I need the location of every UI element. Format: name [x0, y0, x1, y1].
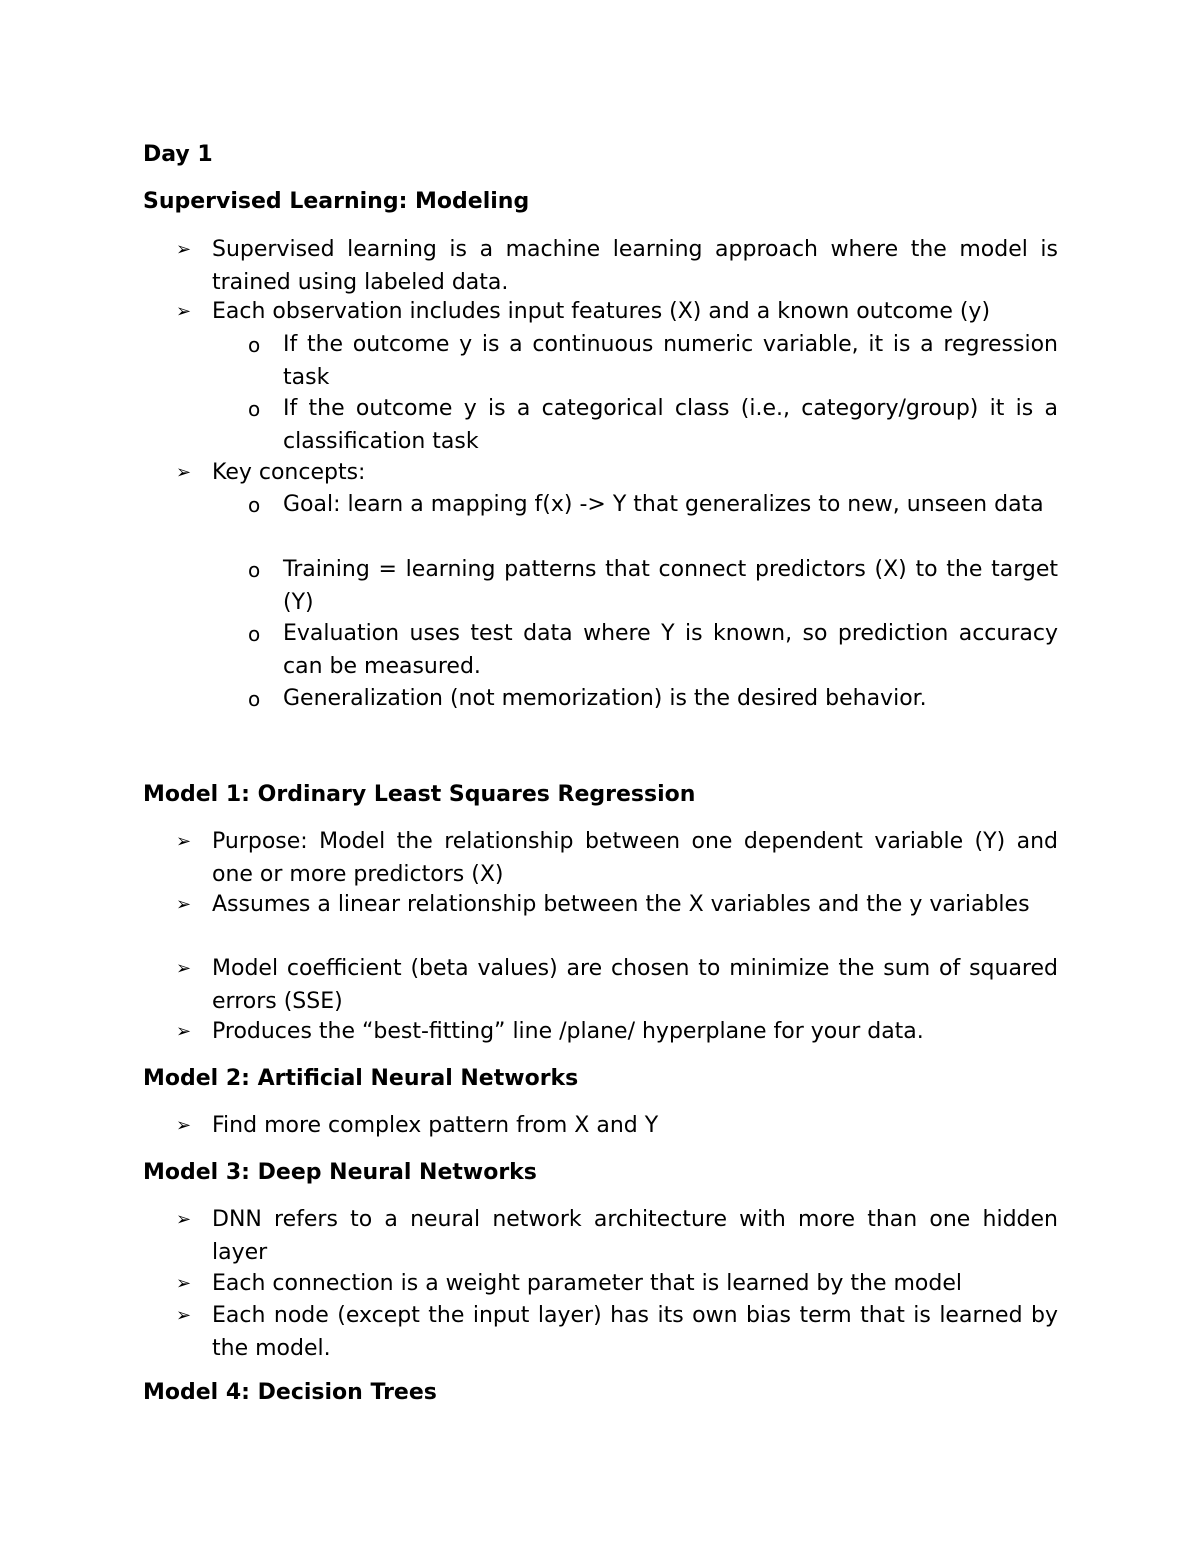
arrow-bullet-icon: ➢ — [176, 1305, 192, 1326]
model3-heading: Model 3: Deep Neural Networks — [143, 1160, 537, 1185]
arrow-bullet-icon: ➢ — [176, 239, 192, 260]
arrow-bullet-icon: ➢ — [176, 1273, 192, 1294]
list-item: Each connection is a weight parameter that is learned by the model — [212, 1271, 963, 1296]
list-item: Produces the “best-fitting” line /plane/ hyperplane for your data. — [212, 1019, 924, 1044]
list-item: Training = learning patterns that connect predictors (X) to the target (Y) — [283, 557, 1058, 615]
list-item: Evaluation uses test data where Y is known, so prediction accuracy can be measured. — [283, 621, 1058, 679]
arrow-bullet-icon: ➢ — [176, 1209, 192, 1230]
list-item: Key concepts: — [212, 460, 366, 485]
list-item: DNN refers to a neural network architecture with more than one hidden layer — [212, 1207, 1058, 1265]
circle-bullet-icon: o — [248, 397, 261, 421]
model4-heading: Model 4: Decision Trees — [143, 1380, 437, 1405]
list-item: If the outcome y is a continuous numeric variable, it is a regression task — [283, 332, 1058, 390]
list-item: Purpose: Model the relationship between one dependent variable (Y) and one or more predictors (X) — [212, 829, 1058, 887]
arrow-bullet-icon: ➢ — [176, 958, 192, 979]
list-item: Goal: learn a mapping f(x) -> Y that generalizes to new, unseen data — [283, 492, 1044, 517]
model2-heading: Model 2: Artificial Neural Networks — [143, 1066, 579, 1091]
day-heading: Day 1 — [143, 142, 213, 167]
arrow-bullet-icon: ➢ — [176, 301, 192, 322]
list-item: Model coefficient (beta values) are chosen to minimize the sum of squared errors (SSE) — [212, 956, 1058, 1014]
circle-bullet-icon: o — [248, 622, 261, 646]
list-item: Each node (except the input layer) has its own bias term that is learned by the model. — [212, 1303, 1058, 1361]
arrow-bullet-icon: ➢ — [176, 894, 192, 915]
list-item: Generalization (not memorization) is the desired behavior. — [283, 686, 927, 711]
circle-bullet-icon: o — [248, 687, 261, 711]
model1-heading: Model 1: Ordinary Least Squares Regression — [143, 782, 696, 807]
arrow-bullet-icon: ➢ — [176, 462, 192, 483]
list-item: Supervised learning is a machine learning approach where the model is trained using labeled data. — [212, 237, 1058, 295]
list-item: Find more complex pattern from X and Y — [212, 1113, 659, 1138]
list-item: Assumes a linear relationship between the X variables and the y variables — [212, 892, 1030, 917]
circle-bullet-icon: o — [248, 493, 261, 517]
list-item: If the outcome y is a categorical class (i.e., category/group) it is a classification task — [283, 396, 1058, 454]
circle-bullet-icon: o — [248, 333, 261, 357]
arrow-bullet-icon: ➢ — [176, 1021, 192, 1042]
circle-bullet-icon: o — [248, 558, 261, 582]
arrow-bullet-icon: ➢ — [176, 1115, 192, 1136]
supervised-learning-heading: Supervised Learning: Modeling — [143, 189, 530, 214]
arrow-bullet-icon: ➢ — [176, 831, 192, 852]
list-item: Each observation includes input features (X) and a known outcome (y) — [212, 299, 991, 324]
